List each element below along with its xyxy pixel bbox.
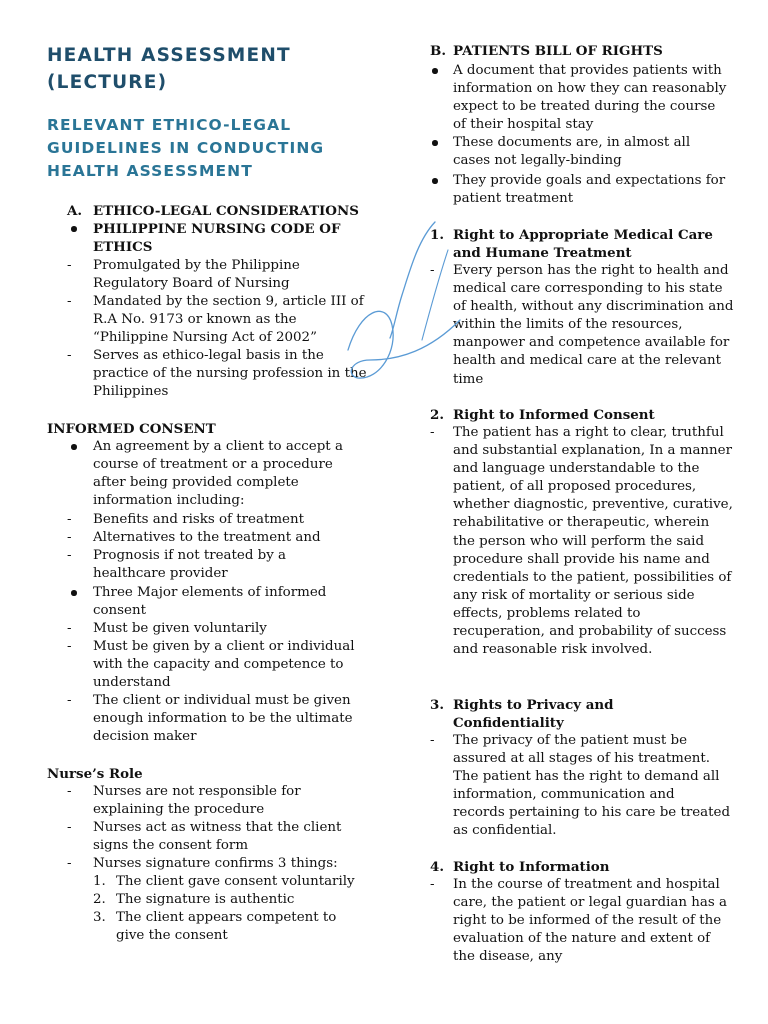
section-b-title: PATIENTS BILL OF RIGHTS [453, 43, 663, 59]
dash-marker: - [430, 425, 435, 440]
list-item: - The privacy of the patient must be assured at all stages of his treatment. The patient has the right to demand all information, communication and records pertaining to his care be treated as confidential. [430, 733, 731, 839]
list-item: - Prognosis if not treated by a healthcare provider [67, 548, 287, 582]
list-item: - The patient has a right to clear, truthful and substantial explanation, In a manner and language understandable to the patient, of all proposed procedures, whether diagnostic, preventive, curative, rehabilitative or therapeutic, wherein the person who will perform the said procedure shall provide his name and credentials to the patient, possibilities of any risk of mortality or serious side effects, problems related to recuperation, and probability of success and reasonable risk involved. [430, 425, 733, 658]
informed-consent-heading: INFORMED CONSENT [47, 421, 216, 437]
list-item: - Promulgated by the Philippine Regulatory Board of Nursing [67, 258, 300, 292]
dash-marker: - [67, 348, 72, 363]
page-title: HEALTH ASSESSMENT (LECTURE) [47, 45, 291, 93]
list-item: - Nurses are not responsible for explaining the procedure [67, 784, 301, 818]
dash-marker: - [430, 263, 435, 278]
list-item: - Mandated by the section 9, article III of R.A No. 9173 or known as the “Philippine Nursing Act of 2002” [67, 294, 364, 346]
list-item: An agreement by a client to accept a course of treatment or a procedure after being provided complete information including: [93, 438, 355, 510]
dash-marker: - [67, 693, 72, 708]
section-a-heading [67, 202, 367, 220]
numbered-item: 1. The client gave consent voluntarily [93, 874, 355, 889]
section-b-marker: B. [430, 43, 446, 59]
dash-marker: - [67, 856, 72, 871]
bullet-icon [432, 178, 438, 184]
code-of-ethics-heading [93, 220, 367, 256]
right-3-heading: 3. Rights to Privacy and Confidentiality [430, 697, 614, 732]
list-item: - Must be given by a client or individual with the capacity and competence to understand [67, 639, 355, 691]
list-item: - Benefits and risks of treatment [67, 511, 367, 529]
bullet-icon [432, 68, 438, 74]
bullet-icon [432, 140, 438, 146]
right-1-heading: 1. Right to Appropriate Medical Care and Humane Treatment [430, 227, 713, 262]
dash-marker: - [430, 733, 435, 748]
section-b-heading [430, 42, 730, 60]
dash-marker: - [67, 258, 72, 273]
list-item: - The client or individual must be given enough information to be the ultimate decision maker [67, 693, 353, 745]
dash-marker: - [430, 877, 435, 892]
list-item: These documents are, in almost all cases not legally-binding [453, 134, 728, 170]
dash-marker: - [67, 639, 72, 654]
list-item: Three Major elements of informed consent [93, 584, 355, 620]
list-item: - In the course of treatment and hospital care, the patient or legal guardian has a right to be informed of the result of the evaluation of the nature and extent of the disease, any [430, 877, 727, 965]
bullet-icon [71, 226, 77, 232]
dash-marker: - [67, 548, 72, 563]
dash-marker: - [67, 530, 72, 545]
list-item: They provide goals and expectations for patient treatment [453, 172, 728, 208]
section-a-marker: A. [67, 203, 83, 219]
bullet-icon [71, 590, 77, 596]
list-item: A document that provides patients with information on how they can reasonably expect to be treated during the course of their hospital stay [453, 62, 728, 134]
list-item: - Nurses act as witness that the client signs the consent form [67, 820, 342, 854]
list-item: - Must be given voluntarily [67, 620, 367, 638]
nurses-role-heading: Nurse’s Role [47, 766, 143, 782]
list-item: - Every person has the right to health and medical care corresponding to his state of health, without any discrimination and within the limits of the resources, manpower and competence available for health and medical care at the relevant time [430, 263, 734, 387]
dash-marker: - [67, 784, 72, 799]
right-4-heading: 4. Right to Information [430, 859, 610, 875]
list-item: - Serves as ethico-legal basis in the practice of the nursing profession in the Philippines [67, 348, 367, 400]
page-subtitle: RELEVANT ETHICO-LEGAL GUIDELINES IN CONDUCTING HEALTH ASSESSMENT [47, 116, 325, 180]
dash-marker: - [67, 820, 72, 835]
dash-marker: - [67, 294, 72, 309]
dash-marker: - [67, 621, 72, 636]
section-a-title: ETHICO-LEGAL CONSIDERATIONS [93, 203, 359, 219]
code-of-ethics-title: PHILIPPINE NURSING CODE OF ETHICS [93, 221, 341, 256]
dash-marker: - [67, 512, 72, 527]
list-item: - Nurses signature confirms 3 things: [67, 855, 377, 873]
right-2-heading: 2. Right to Informed Consent [430, 407, 655, 423]
list-item: - Alternatives to the treatment and [67, 529, 367, 547]
numbered-item: 3. The client appears competent to give the consent [93, 910, 337, 944]
numbered-item: 2. The signature is authentic [93, 892, 295, 907]
bullet-icon [71, 444, 77, 450]
